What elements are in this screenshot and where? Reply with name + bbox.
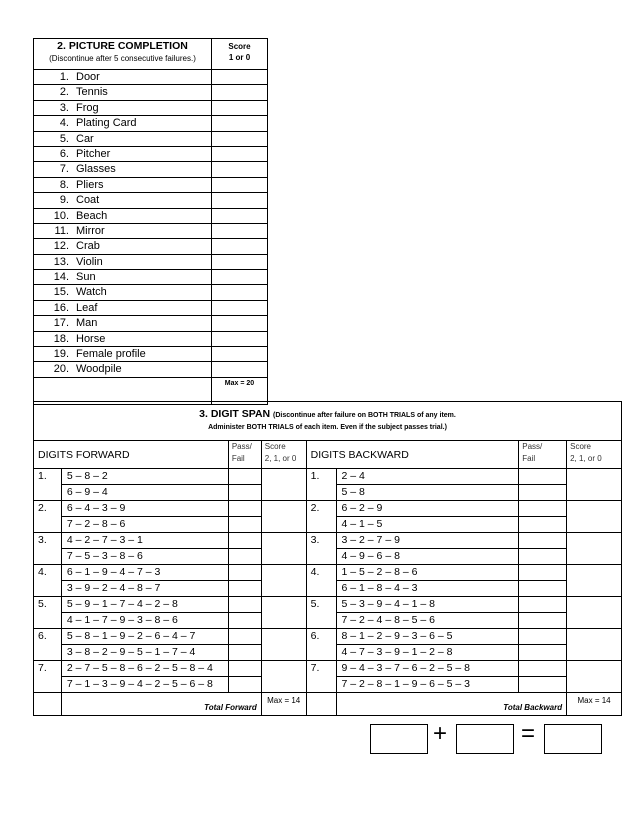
total-forward-label: Total Forward [204, 703, 257, 712]
pc-item-cell [34, 177, 212, 192]
forward-total-box[interactable] [370, 724, 428, 754]
pc-item-cell [34, 116, 212, 131]
ds-backward-passfail-header [519, 441, 567, 469]
score-label-2b: 2, 1, or 0 [570, 454, 602, 463]
ds-forward-sequence: 3 – 8 – 2 – 9 – 5 – 1 – 7 – 4 [61, 645, 228, 661]
pc-max: Max = 20 [224, 379, 255, 387]
pc-row [34, 193, 268, 208]
pc-score-cell[interactable] [212, 100, 268, 115]
ds-backward-passfail-cell[interactable] [519, 613, 567, 629]
ds-forward-sequence: 6 – 9 – 4 [61, 485, 228, 501]
ds-forward-sequence: 3 – 9 – 2 – 4 – 8 – 7 [61, 581, 228, 597]
pc-item-number: 13. [53, 255, 69, 268]
pc-item-label: Pitcher [76, 147, 111, 160]
pc-row [34, 347, 268, 362]
pc-score-cell[interactable] [212, 223, 268, 238]
ds-total-spacer-f [34, 693, 62, 716]
pc-item-label: Car [76, 132, 94, 145]
ds-title: 3. DIGIT SPAN [199, 408, 271, 420]
ds-backward-passfail-cell[interactable] [519, 485, 567, 501]
ds-backward-sequence: 5 – 3 – 9 – 4 – 1 – 8 [336, 597, 519, 613]
ds-backward-passfail-cell[interactable] [519, 549, 567, 565]
pc-item-cell [34, 300, 212, 315]
ds-forward-sequence: 5 – 9 – 1 – 7 – 4 – 2 – 8 [61, 597, 228, 613]
ds-forward-score-cell[interactable] [261, 661, 306, 693]
max-backward: Max = 14 [577, 696, 611, 705]
ds-forward-score-header [261, 441, 306, 469]
equals-sign: = [521, 720, 536, 747]
ds-forward-passfail-cell[interactable] [228, 629, 261, 645]
pc-item-label: Pliers [76, 178, 104, 191]
pc-row [34, 177, 268, 192]
pc-item-number: 6. [59, 147, 69, 160]
ds-forward-sequence: 7 – 5 – 3 – 8 – 6 [61, 549, 228, 565]
pc-item-label: Crab [76, 240, 100, 253]
ds-backward-passfail-cell[interactable] [519, 501, 567, 517]
pc-item-cell [34, 131, 212, 146]
pc-item-cell [34, 254, 212, 269]
pc-score-cell[interactable] [212, 362, 268, 377]
ds-backward-passfail-cell[interactable] [519, 565, 567, 581]
ds-forward-item-number: 1. [34, 469, 62, 501]
pc-item-label: Violin [76, 255, 103, 268]
ds-forward-item-number: 3. [34, 533, 62, 565]
pc-item-label: Glasses [76, 163, 116, 176]
ds-forward-score-cell[interactable] [261, 501, 306, 533]
pc-score-range: 1 or 0 [228, 53, 251, 62]
pc-item-label: Leaf [76, 301, 98, 314]
digit-span-total-box[interactable] [544, 724, 602, 754]
ds-forward-header: DIGITS FORWARD [34, 441, 229, 469]
pf-label-1b: Pass/ [522, 442, 543, 451]
plus-sign: + [433, 720, 448, 747]
ds-max-backward-cell [567, 693, 622, 716]
pc-item-cell [34, 362, 212, 377]
ds-header [34, 402, 622, 441]
ds-backward-sequence: 6 – 2 – 9 [336, 501, 519, 517]
pc-score-cell[interactable] [212, 270, 268, 285]
ds-backward-passfail-cell[interactable] [519, 517, 567, 533]
ds-backward-score-cell[interactable] [567, 629, 622, 661]
pc-item-cell [34, 85, 212, 100]
pc-item-cell [34, 285, 212, 300]
ds-forward-score-cell[interactable] [261, 565, 306, 597]
pc-row [34, 300, 268, 315]
ds-backward-sequence: 4 – 9 – 6 – 8 [336, 549, 519, 565]
pc-item-cell [34, 331, 212, 346]
pc-score-cell[interactable] [212, 208, 268, 223]
pc-item-label: Man [76, 317, 98, 330]
ds-forward-sequence: 5 – 8 – 2 [61, 469, 228, 485]
pc-item-number: 14. [53, 271, 69, 284]
pc-item-number: 11. [54, 224, 69, 237]
pc-score-cell[interactable] [212, 131, 268, 146]
ds-forward-passfail-cell[interactable] [228, 677, 261, 693]
ds-trial-row [34, 629, 622, 645]
pc-item-cell [34, 208, 212, 223]
ds-trial-row [34, 501, 622, 517]
ds-backward-passfail-cell[interactable] [519, 469, 567, 485]
ds-backward-score-header [567, 441, 622, 469]
ds-forward-passfail-cell[interactable] [228, 581, 261, 597]
ds-total-forward-cell [61, 693, 261, 716]
ds-backward-passfail-cell[interactable] [519, 661, 567, 677]
pc-item-label: Door [76, 71, 100, 83]
ds-forward-item-number: 4. [34, 565, 62, 597]
pc-item-number: 16. [53, 301, 69, 314]
pc-row [34, 70, 268, 85]
pc-item-label: Horse [76, 332, 106, 345]
ds-backward-sequence: 5 – 8 [336, 485, 519, 501]
ds-backward-item-number: 2. [306, 501, 336, 533]
pc-item-number: 2. [59, 86, 69, 99]
picture-completion-table [33, 38, 268, 405]
ds-forward-passfail-cell[interactable] [228, 645, 261, 661]
ds-backward-sequence: 1 – 5 – 2 – 8 – 6 [336, 565, 519, 581]
pc-score-cell[interactable] [212, 146, 268, 161]
pc-row [34, 239, 268, 254]
ds-forward-score-cell[interactable] [261, 597, 306, 629]
ds-trial-row [34, 597, 622, 613]
total-backward-label: Total Backward [503, 703, 563, 712]
ds-max-forward-cell [261, 693, 306, 716]
pc-row [34, 146, 268, 161]
ds-backward-sequence: 7 – 2 – 4 – 8 – 5 – 6 [336, 613, 519, 629]
ds-backward-passfail-cell[interactable] [519, 677, 567, 693]
pc-item-number: 10. [53, 209, 69, 222]
ds-trial-row [34, 469, 622, 485]
ds-backward-item-number: 7. [306, 661, 336, 693]
pc-score-cell[interactable] [212, 85, 268, 100]
ds-forward-passfail-header [228, 441, 261, 469]
pc-item-number: 3. [59, 101, 69, 114]
ds-backward-passfail-cell[interactable] [519, 533, 567, 549]
pc-score-label: Score [228, 42, 251, 51]
pc-item-label: Plating Card [76, 117, 137, 130]
ds-backward-passfail-cell[interactable] [519, 597, 567, 613]
pc-row [34, 100, 268, 115]
ds-total-spacer-b [306, 693, 336, 716]
pc-row [34, 285, 268, 300]
ds-forward-item-number: 5. [34, 597, 62, 629]
pc-item-cell [34, 316, 212, 331]
ds-forward-passfail-cell[interactable] [228, 549, 261, 565]
pc-score-cell[interactable] [212, 316, 268, 331]
pc-item-cell [34, 223, 212, 238]
ds-forward-sequence: 4 – 1 – 7 – 9 – 3 – 8 – 6 [61, 613, 228, 629]
ds-forward-sequence: 5 – 8 – 1 – 9 – 2 – 6 – 4 – 7 [61, 629, 228, 645]
pc-header [34, 39, 212, 70]
ds-backward-score-cell[interactable] [567, 469, 622, 501]
ds-backward-sequence: 6 – 1 – 8 – 4 – 3 [336, 581, 519, 597]
ds-backward-item-number: 6. [306, 629, 336, 661]
pc-row [34, 254, 268, 269]
ds-forward-passfail-cell[interactable] [228, 469, 261, 485]
ds-forward-passfail-cell[interactable] [228, 565, 261, 581]
pc-score-cell[interactable] [212, 300, 268, 315]
ds-backward-sequence: 7 – 2 – 8 – 1 – 9 – 6 – 5 – 3 [336, 677, 519, 693]
pc-item-label: Watch [76, 286, 107, 299]
pc-item-cell [34, 146, 212, 161]
pc-row [34, 223, 268, 238]
pc-item-number: 18. [53, 332, 69, 345]
ds-forward-passfail-cell[interactable] [228, 485, 261, 501]
score-label-2: 2, 1, or 0 [264, 454, 297, 463]
pc-item-number: 15. [53, 286, 69, 299]
ds-backward-item-number: 4. [306, 565, 336, 597]
ds-forward-sequence: 6 – 4 – 3 – 9 [61, 501, 228, 517]
score-label-1: Score [264, 442, 286, 451]
pc-subtitle: (Discontinue after 5 consecutive failures.) [49, 54, 196, 63]
ds-backward-item-number: 5. [306, 597, 336, 629]
ds-backward-score-cell[interactable] [567, 533, 622, 565]
pc-score-cell[interactable] [212, 285, 268, 300]
pc-item-cell [34, 70, 212, 85]
ds-forward-sequence: 4 – 2 – 7 – 3 – 1 [61, 533, 228, 549]
pc-item-label: Female profile [76, 348, 146, 361]
pc-score-header [212, 39, 268, 70]
pc-row [34, 116, 268, 131]
ds-forward-passfail-cell[interactable] [228, 661, 261, 677]
pc-row [34, 131, 268, 146]
pc-score-cell[interactable] [212, 162, 268, 177]
pc-item-number: 20. [53, 363, 69, 376]
ds-note: (Discontinue after failure on BOTH TRIALS of any item. [273, 412, 456, 419]
pc-item-number: 19. [53, 348, 69, 361]
ds-backward-score-cell[interactable] [567, 565, 622, 597]
ds-forward-score-cell[interactable] [261, 533, 306, 565]
pc-row [34, 85, 268, 100]
pc-title: 2. PICTURE COMPLETION [57, 40, 188, 52]
ds-forward-passfail-cell[interactable] [228, 517, 261, 533]
pc-score-cell[interactable] [212, 347, 268, 362]
ds-backward-score-cell[interactable] [567, 501, 622, 533]
ds-backward-sequence: 4 – 1 – 5 [336, 517, 519, 533]
ds-forward-passfail-cell[interactable] [228, 501, 261, 517]
pc-item-number: 17. [53, 317, 69, 330]
pc-item-cell [34, 239, 212, 254]
pc-item-cell [34, 193, 212, 208]
ds-forward-sequence: 2 – 7 – 5 – 8 – 6 – 2 – 5 – 8 – 4 [61, 661, 228, 677]
ds-forward-passfail-cell[interactable] [228, 613, 261, 629]
score-label-1b: Score [570, 442, 592, 451]
pc-row [34, 331, 268, 346]
pc-score-cell[interactable] [212, 239, 268, 254]
ds-backward-passfail-cell[interactable] [519, 645, 567, 661]
ds-forward-passfail-cell[interactable] [228, 597, 261, 613]
pc-score-cell[interactable] [212, 177, 268, 192]
pc-row [34, 270, 268, 285]
pc-item-number: 8. [59, 178, 69, 191]
ds-forward-score-cell[interactable] [261, 469, 306, 501]
pc-item-label: Frog [76, 101, 99, 114]
pc-item-cell [34, 100, 212, 115]
ds-forward-item-number: 2. [34, 501, 62, 533]
pc-item-cell [34, 162, 212, 177]
ds-backward-sequence: 2 – 4 [336, 469, 519, 485]
pc-item-number: 1. [59, 71, 69, 83]
pc-score-cell[interactable] [212, 193, 268, 208]
ds-backward-passfail-cell[interactable] [519, 581, 567, 597]
ds-note2: Administer BOTH TRIALS of each item. Even if the subject passes trial.) [208, 424, 447, 431]
ds-backward-header: DIGITS BACKWARD [306, 441, 519, 469]
digit-span-table [33, 401, 622, 716]
ds-backward-score-cell[interactable] [567, 661, 622, 693]
ds-backward-item-number: 3. [306, 533, 336, 565]
pc-item-number: 5. [59, 132, 69, 145]
pc-item-label: Beach [76, 209, 108, 222]
pc-item-cell [34, 270, 212, 285]
pf-label-1: Pass/ [231, 442, 252, 451]
ds-trial-row [34, 533, 622, 549]
pc-item-label: Woodpile [76, 363, 122, 376]
max-forward: Max = 14 [267, 696, 301, 705]
pc-item-label: Sun [76, 271, 96, 284]
ds-forward-item-number: 6. [34, 629, 62, 661]
ds-backward-sequence: 8 – 1 – 2 – 9 – 3 – 6 – 5 [336, 629, 519, 645]
ds-backward-sequence: 4 – 7 – 3 – 9 – 1 – 2 – 8 [336, 645, 519, 661]
ds-forward-passfail-cell[interactable] [228, 533, 261, 549]
ds-trial-row [34, 565, 622, 581]
pc-row [34, 362, 268, 377]
pc-item-label: Coat [76, 194, 100, 207]
ds-forward-sequence: 7 – 1 – 3 – 9 – 4 – 2 – 5 – 6 – 8 [61, 677, 228, 693]
pf-label-2: Fail [231, 454, 245, 463]
backward-total-box[interactable] [456, 724, 514, 754]
pc-item-number: 7. [59, 163, 69, 176]
pc-item-number: 9. [59, 194, 69, 207]
pc-score-cell[interactable] [212, 254, 268, 269]
ds-forward-sequence: 7 – 2 – 8 – 6 [61, 517, 228, 533]
ds-total-backward-cell [336, 693, 567, 716]
ds-backward-sequence: 9 – 4 – 3 – 7 – 6 – 2 – 5 – 8 [336, 661, 519, 677]
ds-backward-passfail-cell[interactable] [519, 629, 567, 645]
pc-row [34, 208, 268, 223]
pc-item-cell [34, 347, 212, 362]
pc-item-label: Mirror [76, 224, 105, 237]
ds-forward-sequence: 6 – 1 – 9 – 4 – 7 – 3 [61, 565, 228, 581]
ds-backward-score-cell[interactable] [567, 597, 622, 629]
ds-backward-item-number: 1. [306, 469, 336, 501]
ds-trial-row [34, 661, 622, 677]
pc-row [34, 162, 268, 177]
pc-score-cell[interactable] [212, 70, 268, 85]
ds-forward-item-number: 7. [34, 661, 62, 693]
pc-item-number: 4. [59, 117, 69, 130]
pc-score-cell[interactable] [212, 116, 268, 131]
pc-row [34, 316, 268, 331]
pc-item-number: 12. [53, 240, 69, 253]
pc-score-cell[interactable] [212, 331, 268, 346]
ds-forward-score-cell[interactable] [261, 629, 306, 661]
pc-item-label: Tennis [76, 86, 108, 99]
pf-label-2b: Fail [522, 454, 536, 463]
ds-backward-sequence: 3 – 2 – 7 – 9 [336, 533, 519, 549]
